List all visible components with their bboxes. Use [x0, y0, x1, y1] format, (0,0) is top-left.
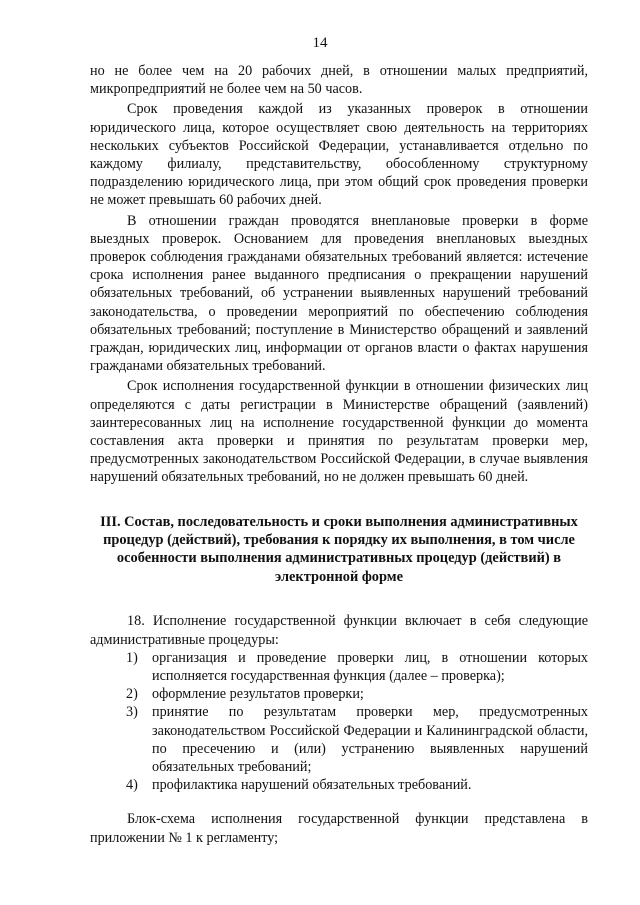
- section-intro: 18. Исполнение государственной функции включает в себя следующие административные процедуры:: [90, 613, 588, 648]
- list-item-number: 1): [126, 649, 138, 666]
- list-item-number: 2): [126, 686, 138, 703]
- paragraph-continuation: но не более чем на 20 рабочих дней, в отношении малых предприятий, микропредприятий не более чем на 50 часов.: [90, 63, 588, 98]
- paragraph-inspection-term: Срок проведения каждой из указанных проверок в отношении юридического лица, которое осуществляет свою деятельность на территориях нескольких субъектов Российской Федерации, устанавливается отдельно по каждому филиалу, представительству, обособленному структурному подразделению юридического лица, при этом общий срок проведения проверки не может превышать 60 рабочих дней.: [90, 101, 588, 209]
- list-item-text: оформление результатов проверки;: [152, 686, 364, 703]
- page-number: 14: [312, 35, 328, 51]
- paragraph-flowchart-reference: Блок-схема исполнения государственной функции представлена в приложении № 1 к регламенту;: [90, 811, 588, 846]
- section-heading: III. Состав, последовательность и сроки выполнения административных процедур (действий), требования к порядку их выполнения, в том числе особенности выполнения административных процедур (действий) в электронной форме: [100, 513, 578, 585]
- paragraph-individual-term: Срок исполнения государственной функции в отношении физических лиц определяются с даты регистрации в Министерстве обращений (заявлений) заинтересованных лиц на исполнение государственной функции до момента составления акта проверки и принятия по результатам проверки мер, предусмотренных законодательством Российской Федерации, в случае выявления нарушений обязательных требований, но не должен превышать 60 дней.: [90, 378, 588, 486]
- list-item: [90, 685, 588, 703]
- list-item: [90, 649, 588, 685]
- list-item-text: организация и проведение проверки лиц, в отношении которых исполняется государственная функция (далее – проверка);: [152, 649, 588, 684]
- list-item: [90, 776, 588, 794]
- list-item-number: 4): [126, 777, 138, 794]
- paragraph-citizen-inspections: В отношении граждан проводятся внеплановые проверки в форме выездных проверок. Основанием для проведения внеплановых выездных проверок соблюдения гражданами обязательных требований является: истечение срока исполнения ранее выданного предписания о прекращении нарушений обязательных требований, об устранении выявленных нарушений требований законодательства, о проведении мероприятий по обеспечению соблюдения обязательных требований; поступление в Министерство обращений и заявлений граждан, юридических лиц, информации от органов власти о фактах нарушения гражданами обязательных требований.: [90, 212, 588, 375]
- list-item-text: профилактика нарушений обязательных требований.: [152, 777, 472, 794]
- list-item-text: принятие по результатам проверки мер, предусмотренных законодательством Российской Федерации и Калининградской области, по пресечению и (или) устранению выявленных нарушений обязательных требований;: [152, 704, 588, 775]
- list-item: [90, 703, 588, 776]
- list-item-number: 3): [126, 704, 138, 721]
- document-body: [90, 62, 588, 847]
